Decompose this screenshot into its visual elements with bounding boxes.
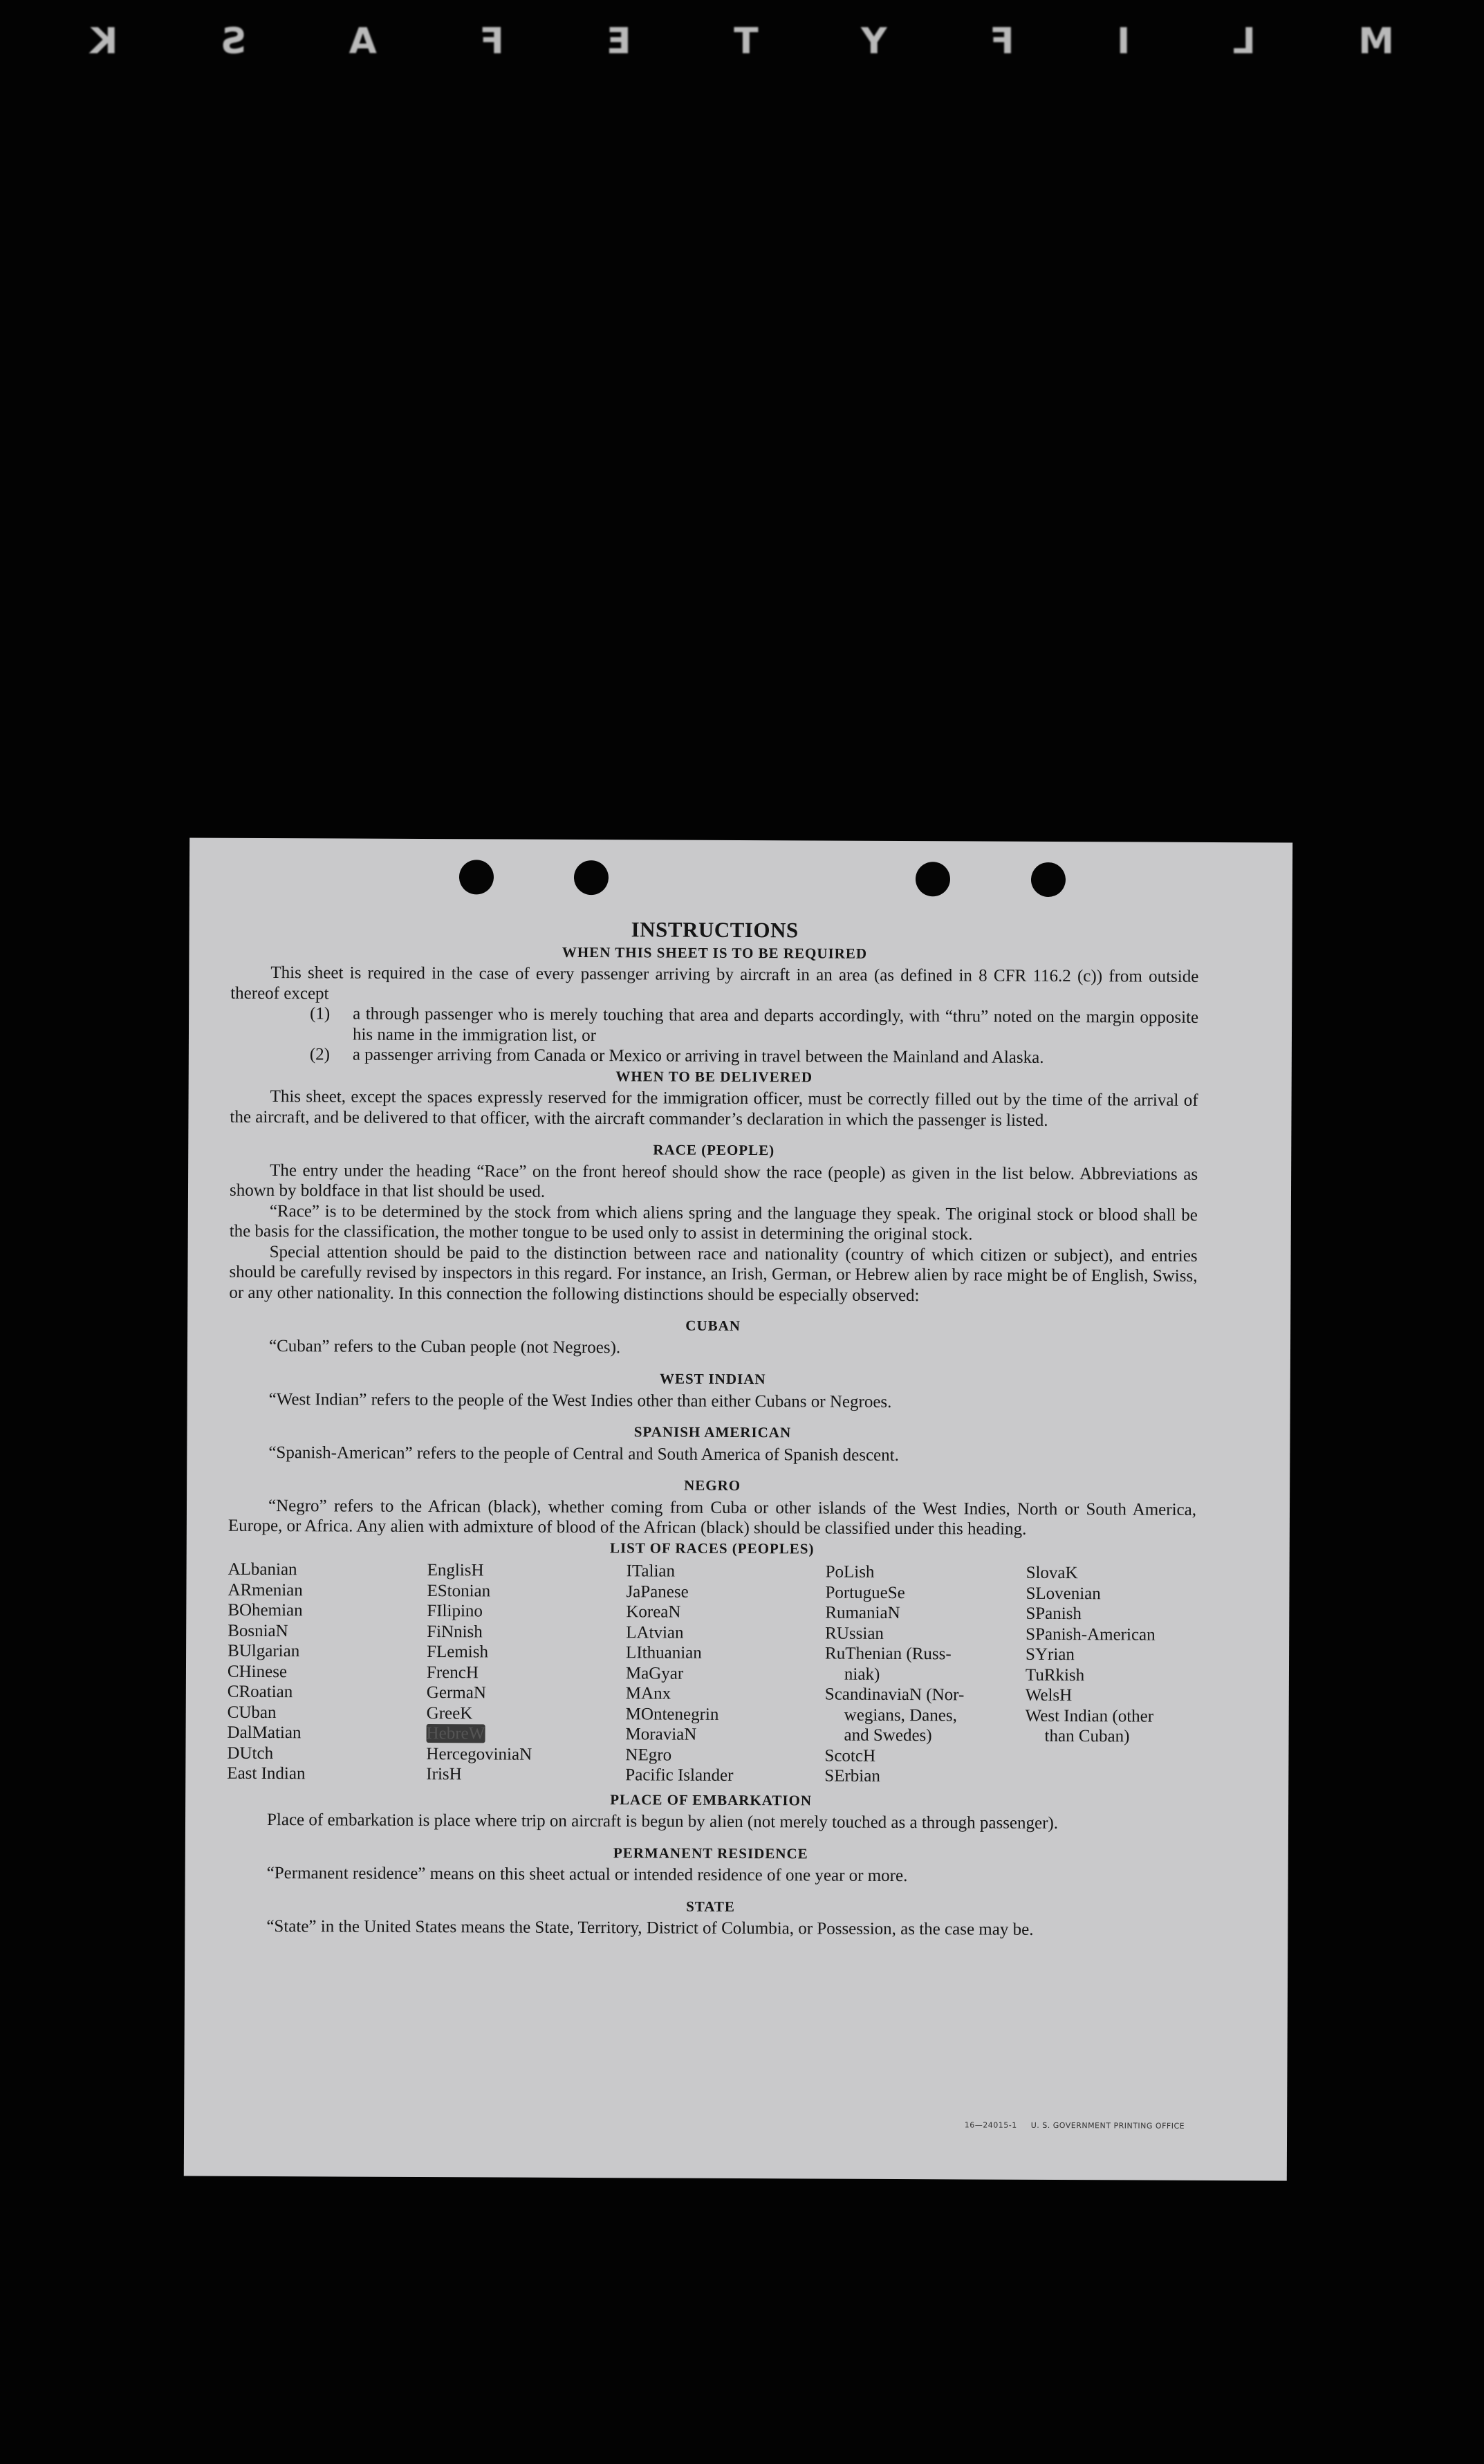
paragraph: “Spanish-American” refers to the people of Central and South America of Spanish descent.	[268, 1443, 899, 1465]
race-item: BOhemian	[228, 1600, 303, 1620]
race-item: FiNnish	[427, 1622, 483, 1641]
paragraph: “Negro” refers to the African (black), whether coming from Cuba or other islands of the West Indies, North or South America, Europe, or Africa. Any alien with admixture of blood of the African (black) should be classified under this heading.	[228, 1496, 1197, 1539]
document-body	[226, 918, 1198, 1941]
race-item: CRoatian	[227, 1682, 293, 1702]
race-item: RuThenian (Russ-	[825, 1644, 952, 1664]
race-item: MoraviaN	[625, 1725, 697, 1744]
page-title: INSTRUCTIONS	[631, 917, 799, 943]
race-column	[824, 1562, 1026, 1788]
race-item: JaPanese	[626, 1582, 689, 1602]
race-item: PoLish	[825, 1562, 875, 1582]
race-item: than Cuban)	[1044, 1726, 1130, 1746]
section-heading: SPANISH AMERICAN	[633, 1423, 792, 1441]
race-item: MOntenegrin	[625, 1704, 719, 1724]
section-heading: WHEN TO BE DELIVERED	[615, 1067, 813, 1085]
race-item: ALbanian	[228, 1559, 297, 1580]
film-letter: F	[479, 21, 504, 62]
section-heading: RACE (PEOPLE)	[653, 1141, 775, 1159]
race-item: RumaniaN	[825, 1603, 900, 1623]
film-letter: S	[220, 21, 247, 62]
race-item: SYrian	[1026, 1645, 1075, 1665]
race-item: ARmenian	[228, 1580, 303, 1600]
paragraph: Special attention should be paid to the distinction between race and nationality (country of which citizen or subject), and entries should be carefully revised by inspectors in this regard. For instance, an Irish, German, or Hebrew alien by race might be of English, Swiss, or any other nationality. In this connection the following distinctions should be especially observed:	[229, 1242, 1198, 1305]
race-item: ScotcH	[824, 1746, 876, 1766]
race-item: SPanish-American	[1026, 1624, 1156, 1645]
race-item: BUlgarian	[228, 1641, 300, 1661]
race-item: EnglisH	[427, 1561, 484, 1580]
list-text: a passenger arriving from Canada or Mexico or arriving in travel between the Mainland and Alaska.	[352, 1045, 1044, 1067]
film-letter: K	[90, 21, 118, 62]
list-item	[310, 1003, 1198, 1048]
race-item: and Swedes)	[844, 1725, 932, 1745]
paragraph: “Cuban” refers to the Cuban people (not Negroes).	[268, 1336, 621, 1357]
race-column	[625, 1561, 825, 1786]
race-item: WelsH	[1025, 1685, 1073, 1705]
film-letter: L	[1232, 21, 1256, 62]
printer-credit: U. S. GOVERNMENT PRINTING OFFICE	[1030, 2120, 1185, 2131]
race-item: GermaN	[426, 1683, 486, 1703]
race-item: BosniaN	[228, 1621, 288, 1640]
race-item: West Indian (other	[1025, 1706, 1154, 1726]
race-item: FrencH	[426, 1662, 479, 1682]
form-number: 16—24015-1	[964, 2120, 1017, 2130]
race-column	[227, 1559, 427, 1785]
film-letter: F	[990, 21, 1014, 62]
race-list	[227, 1559, 1196, 1788]
race-item: DUtch	[227, 1743, 274, 1763]
list-number: (2)	[309, 1045, 331, 1064]
section-heading: WEST INDIAN	[659, 1370, 766, 1388]
section-heading: STATE	[686, 1898, 735, 1915]
smudged-text: HebreW	[426, 1724, 485, 1743]
race-item: FLemish	[427, 1642, 489, 1662]
race-item: RUssian	[825, 1624, 884, 1643]
paragraph: This sheet is required in the case of every passenger arriving by aircraft in an area (as defined in 8 CFR 116.2 (c)) from outside thereof except	[230, 963, 1199, 1003]
section-heading: PLACE OF EMBARKATION	[610, 1790, 813, 1808]
document-page	[184, 838, 1292, 2181]
section-heading: CUBAN	[685, 1317, 741, 1335]
race-item: SPanish	[1026, 1604, 1082, 1624]
race-item: NEgro	[625, 1745, 672, 1765]
list-item	[310, 1044, 1198, 1068]
section-heading: PERMANENT RESIDENCE	[613, 1844, 808, 1862]
race-item: PortugueSe	[825, 1583, 905, 1602]
race-item: IrisH	[426, 1765, 462, 1784]
race-item: ITalian	[626, 1562, 676, 1581]
punch-hole	[574, 860, 609, 895]
paragraph: “West Indian” refers to the people of the West Indies other than either Cubans or Negroes.	[268, 1389, 892, 1411]
punch-hole	[916, 862, 950, 896]
race-item: SLovenian	[1026, 1584, 1101, 1603]
race-column	[1025, 1563, 1205, 1788]
section-heading: NEGRO	[684, 1476, 741, 1494]
punch-hole	[1031, 862, 1066, 897]
film-letter: I	[1116, 21, 1131, 62]
film-letter: E	[606, 21, 631, 62]
paragraph: “Permanent residence” means on this sheet actual or intended residence of one year or more.	[266, 1864, 908, 1886]
race-item: SlovaK	[1026, 1563, 1078, 1583]
race-item: DalMatian	[227, 1723, 302, 1743]
section-heading: LIST OF RACES (PEOPLES)	[609, 1539, 815, 1557]
paragraph: “Race” is to be determined by the stock from which aliens spring and the language they speak. The original stock or blood shall be the basis for the classification, the mother tongue to be used only to assist in determining the original stock.	[229, 1201, 1198, 1244]
race-item: EStonian	[427, 1581, 491, 1600]
film-letter: Y	[861, 21, 887, 62]
section-heading: WHEN THIS SHEET IS TO BE REQUIRED	[562, 943, 868, 962]
race-item: TuRkish	[1025, 1665, 1085, 1685]
film-letter: A	[349, 21, 377, 62]
race-item: Pacific Islander	[625, 1766, 734, 1785]
race-item: niak)	[844, 1665, 880, 1684]
race-item: MAnx	[625, 1684, 671, 1703]
punch-hole	[459, 860, 494, 894]
race-item: East Indian	[227, 1763, 306, 1784]
paragraph: The entry under the heading “Race” on the front hereof should show the race (people) as given in the list below. Abbreviations as shown by boldface in that list should be used.	[229, 1160, 1198, 1201]
paragraph: This sheet, except the spaces expressly reserved for the immigration officer, must be correctly filled out by the time of the arrival of the aircraft, and be delivered to that officer, with the aircraft commander’s declaration in which the passenger is listed.	[230, 1087, 1198, 1130]
race-item: CUban	[227, 1703, 277, 1722]
paragraph: Place of embarkation is place where trip on aircraft is begun by alien (not merely touched as a through passenger).	[266, 1810, 1059, 1833]
race-item: FIlipino	[427, 1602, 483, 1621]
race-item: SErbian	[824, 1766, 880, 1786]
paragraph: “State” in the United States means the State, Territory, District of Columbia, or Possession, as the case may be.	[266, 1917, 1034, 1939]
race-item: HercegoviniaN	[426, 1744, 532, 1764]
race-item: LAtvian	[626, 1622, 684, 1642]
race-item: LIthuanian	[626, 1643, 702, 1662]
list-number: (1)	[310, 1004, 331, 1023]
print-footer	[965, 2120, 1185, 2130]
film-header-text	[0, 21, 1484, 62]
film-letter: T	[734, 21, 759, 62]
race-item: wegians, Danes,	[844, 1705, 957, 1725]
race-column	[426, 1560, 626, 1786]
race-item: ScandinaviaN (Nor-	[824, 1685, 965, 1705]
race-item: MaGyar	[625, 1663, 684, 1683]
race-item-smudged	[427, 1723, 626, 1745]
race-item: CHinese	[227, 1662, 288, 1681]
race-item: KoreaN	[626, 1602, 681, 1622]
list-text: a through passenger who is merely touching that area and departs accordingly, with “thru” noted on the margin opposite his name in the immigration list, or	[352, 1004, 1199, 1045]
race-item: GreeK	[426, 1703, 473, 1723]
film-letter: M	[1358, 21, 1394, 62]
